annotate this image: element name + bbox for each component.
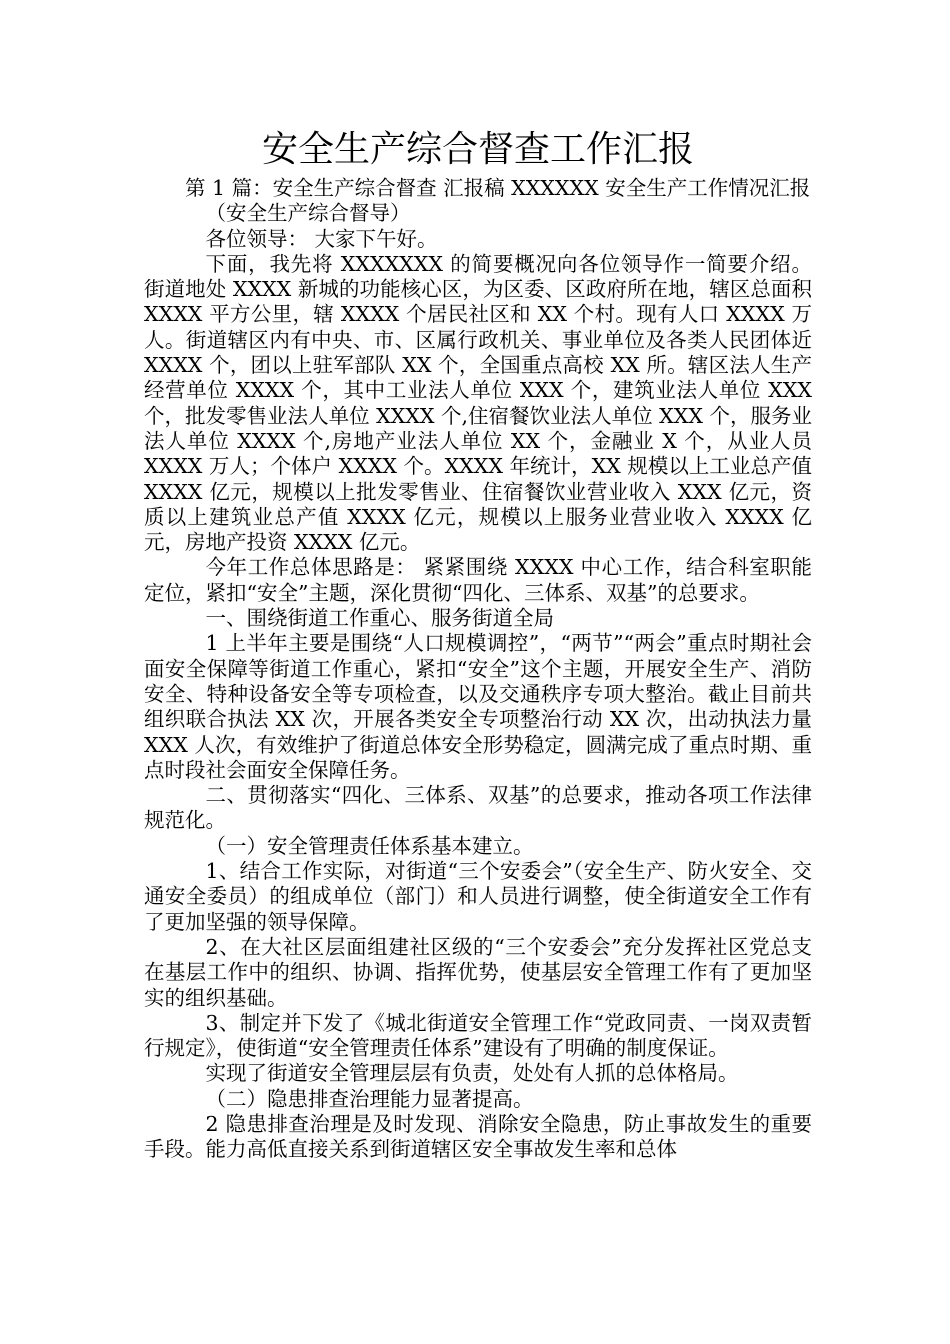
section-heading: 一、围绕街道工作重心、服务街道全局: [205, 606, 554, 631]
document-title: 安全生产综合督查工作汇报: [261, 129, 694, 170]
approach-paragraph: 今年工作总体思路是： 紧紧围绕 XXXX 中心工作，结合科室职能定位，紧扣“安全”主题，深化贯彻“四化、三体系、双基”的总要求。: [144, 555, 812, 605]
greeting-paragraph: 各位领导： 大家下午好。: [205, 226, 438, 251]
document-body: [144, 176, 812, 1163]
document-page: [144, 126, 812, 1163]
subtitle-paragraph: （安全生产综合督导）: [205, 201, 411, 226]
body-paragraph: 1 上半年主要是围绕“人口规模调控”，“两节”“两会”重点时期社会面安全保障等街道工作重心，紧扣“安全”这个主题，开展安全生产、消防安全、特种设备安全等专项检查，以及交通秩序专项大整治。截止目前共组织联合执法 XX 次，开展各类安全专项整治行动 XX 次，出动执法力量 XXX 人次，有效维护了街道总体安全形势稳定，圆满完成了重点时期、重点时段社会面安全保障任务。: [144, 631, 812, 782]
body-paragraph: 2、在大社区层面组建社区级的“三个安委会”充分发挥社区党总支在基层工作中的组织、协调、指挥优势，使基层安全管理工作有了更加坚实的组织基础。: [144, 934, 812, 1010]
section-heading: 二、贯彻落实“四化、三体系、双基”的总要求，推动各项工作法律规范化。: [144, 783, 812, 833]
subsection-heading: （二）隐患排查治理能力显著提高。: [205, 1086, 534, 1111]
body-paragraph: 1、结合工作实际，对街道“三个安委会”（安全生产、防火安全、交通安全委员）的组成单位（部门）和人员进行调整，使全街道安全工作有了更加坚强的领导保障。: [144, 859, 812, 934]
subsection-heading: （一）安全管理责任体系基本建立。: [205, 833, 534, 858]
overview-paragraph: 下面，我先将 XXXXXXX 的简要概况向各位领导作一简要介绍。街道地处 XXXX 新城的功能核心区，为区委、区政府所在地，辖区总面积 XXXX 平方公里，辖 XXXX 个居民社区和 XX 个村。现有人口 XXXX 万人。街道辖区内有中央、市、区属行政机关、事业单位及各类人民团体近 XXXX 个，团以上驻军部队 XX 个，全国重点高校 XX 所。辖区法人生产经营单位 XXXX 个，其中工业法人单位 XXX 个，建筑业法人单位 XXX 个，批发零售业法人单位 XXXX 个,住宿餐饮业法人单位 XXX 个，服务业法人单位 XXXX 个,房地产业法人单位 XX 个，金融业 X 个，从业人员 XXXX 万人；个体户 XXXX 个。XXXX 年统计，XX 规模以上工业总产值 XXXX 亿元，规模以上批发零售业、住宿餐饮业营业收入 XXX 亿元，资质以上建筑业总产值 XXXX 亿元，规模以上服务业营业收入 XXXX 亿元，房地产投资 XXXX 亿元。: [144, 251, 812, 555]
body-paragraph: 实现了街道安全管理层层有负责，处处有人抓的总体格局。: [205, 1061, 739, 1086]
body-paragraph: 2 隐患排查治理是及时发现、消除安全隐患，防止事故发生的重要手段。能力高低直接关系到街道辖区安全事故发生率和总体: [144, 1111, 812, 1162]
body-paragraph: 3、制定并下发了《城北街道安全管理工作“党政同责、一岗双责暂行规定》，使街道“安全管理责任体系”建设有了明确的制度保证。: [144, 1010, 812, 1061]
heading-paragraph: 第 1 篇：安全生产综合督查 汇报稿 XXXXXX 安全生产工作情况汇报: [185, 176, 811, 200]
